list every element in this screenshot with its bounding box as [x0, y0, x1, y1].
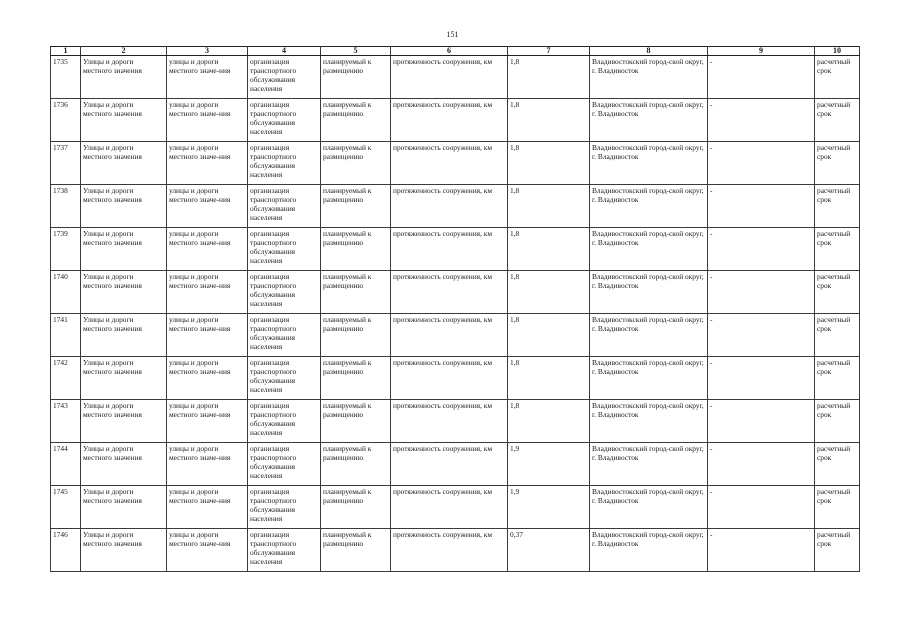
characteristic-cell: протяженность сооружения, км — [391, 486, 508, 529]
term-cell: расчетный срок — [815, 357, 860, 400]
subtype-cell: улицы и дороги местного значе-ния — [167, 443, 248, 486]
value-cell: 1,8 — [508, 142, 590, 185]
value-cell: 1,8 — [508, 357, 590, 400]
subtype-cell: улицы и дороги местного значе-ния — [167, 400, 248, 443]
status-cell: планируемый к размещению — [321, 56, 391, 99]
value-cell: 1,9 — [508, 486, 590, 529]
status-cell: планируемый к размещению — [321, 357, 391, 400]
table-row — [51, 529, 860, 572]
value-cell: 1,8 — [508, 228, 590, 271]
column-header: 6 — [391, 47, 508, 56]
table-row — [51, 185, 860, 228]
object-type-cell: Улицы и дороги местного значения — [81, 185, 167, 228]
location-cell: Владивостокский город-ской округ, г. Владивосток — [590, 142, 708, 185]
value-cell: 1,8 — [508, 314, 590, 357]
subtype-cell: улицы и дороги местного значе-ния — [167, 228, 248, 271]
location-cell: Владивостокский город-ской округ, г. Владивосток — [590, 400, 708, 443]
characteristic-cell: протяженность сооружения, км — [391, 529, 508, 572]
row-number-cell: 1745 — [51, 486, 81, 529]
column-header: 5 — [321, 47, 391, 56]
column-header: 7 — [508, 47, 590, 56]
purpose-cell: организация транспортного обслуживания населения — [248, 357, 321, 400]
row-number-cell: 1740 — [51, 271, 81, 314]
value-cell: 0,37 — [508, 529, 590, 572]
location-cell: Владивостокский город-ской округ, г. Владивосток — [590, 185, 708, 228]
subtype-cell: улицы и дороги местного значе-ния — [167, 486, 248, 529]
value-cell: 1,9 — [508, 443, 590, 486]
purpose-cell: организация транспортного обслуживания населения — [248, 185, 321, 228]
subtype-cell: улицы и дороги местного значе-ния — [167, 185, 248, 228]
row-number-cell: 1743 — [51, 400, 81, 443]
status-cell: планируемый к размещению — [321, 99, 391, 142]
row-number-cell: 1742 — [51, 357, 81, 400]
term-cell: расчетный срок — [815, 56, 860, 99]
zone-cell: - — [708, 357, 815, 400]
location-cell: Владивостокский город-ской округ, г. Владивосток — [590, 486, 708, 529]
characteristic-cell: протяженность сооружения, км — [391, 142, 508, 185]
purpose-cell: организация транспортного обслуживания населения — [248, 400, 321, 443]
location-cell: Владивостокский город-ской округ, г. Владивосток — [590, 314, 708, 357]
value-cell: 1,8 — [508, 271, 590, 314]
characteristic-cell: протяженность сооружения, км — [391, 443, 508, 486]
purpose-cell: организация транспортного обслуживания населения — [248, 443, 321, 486]
term-cell: расчетный срок — [815, 486, 860, 529]
status-cell: планируемый к размещению — [321, 185, 391, 228]
status-cell: планируемый к размещению — [321, 314, 391, 357]
subtype-cell: улицы и дороги местного значе-ния — [167, 56, 248, 99]
value-cell: 1,8 — [508, 56, 590, 99]
table-row — [51, 228, 860, 271]
location-cell: Владивостокский город-ской округ, г. Владивосток — [590, 56, 708, 99]
zone-cell: - — [708, 228, 815, 271]
object-type-cell: Улицы и дороги местного значения — [81, 357, 167, 400]
zone-cell: - — [708, 142, 815, 185]
term-cell: расчетный срок — [815, 314, 860, 357]
row-number-cell: 1735 — [51, 56, 81, 99]
row-number-cell: 1746 — [51, 529, 81, 572]
table-row — [51, 99, 860, 142]
characteristic-cell: протяженность сооружения, км — [391, 56, 508, 99]
characteristic-cell: протяженность сооружения, км — [391, 99, 508, 142]
table-row — [51, 314, 860, 357]
row-number-cell: 1738 — [51, 185, 81, 228]
column-header: 2 — [81, 47, 167, 56]
object-type-cell: Улицы и дороги местного значения — [81, 56, 167, 99]
characteristic-cell: протяженность сооружения, км — [391, 400, 508, 443]
status-cell: планируемый к размещению — [321, 142, 391, 185]
status-cell: планируемый к размещению — [321, 400, 391, 443]
column-header: 9 — [708, 47, 815, 56]
characteristic-cell: протяженность сооружения, км — [391, 185, 508, 228]
status-cell: планируемый к размещению — [321, 228, 391, 271]
zone-cell: - — [708, 56, 815, 99]
column-header: 10 — [815, 47, 860, 56]
term-cell: расчетный срок — [815, 529, 860, 572]
column-header: 3 — [167, 47, 248, 56]
term-cell: расчетный срок — [815, 400, 860, 443]
table-row — [51, 357, 860, 400]
purpose-cell: организация транспортного обслуживания населения — [248, 486, 321, 529]
table-row — [51, 142, 860, 185]
zone-cell: - — [708, 486, 815, 529]
table-body — [51, 56, 860, 572]
table-row — [51, 486, 860, 529]
purpose-cell: организация транспортного обслуживания населения — [248, 99, 321, 142]
object-type-cell: Улицы и дороги местного значения — [81, 314, 167, 357]
subtype-cell: улицы и дороги местного значе-ния — [167, 529, 248, 572]
object-type-cell: Улицы и дороги местного значения — [81, 142, 167, 185]
subtype-cell: улицы и дороги местного значе-ния — [167, 142, 248, 185]
header-row — [51, 47, 860, 56]
location-cell: Владивостокский город-ской округ, г. Владивосток — [590, 529, 708, 572]
table-row — [51, 271, 860, 314]
zone-cell: - — [708, 529, 815, 572]
location-cell: Владивостокский город-ской округ, г. Владивосток — [590, 228, 708, 271]
zone-cell: - — [708, 185, 815, 228]
location-cell: Владивостокский город-ской округ, г. Владивосток — [590, 357, 708, 400]
characteristic-cell: протяженность сооружения, км — [391, 228, 508, 271]
subtype-cell: улицы и дороги местного значе-ния — [167, 271, 248, 314]
row-number-cell: 1741 — [51, 314, 81, 357]
characteristic-cell: протяженность сооружения, км — [391, 357, 508, 400]
row-number-cell: 1737 — [51, 142, 81, 185]
term-cell: расчетный срок — [815, 142, 860, 185]
purpose-cell: организация транспортного обслуживания населения — [248, 228, 321, 271]
table-row — [51, 400, 860, 443]
objects-table — [50, 46, 860, 572]
zone-cell: - — [708, 314, 815, 357]
term-cell: расчетный срок — [815, 271, 860, 314]
zone-cell: - — [708, 99, 815, 142]
purpose-cell: организация транспортного обслуживания населения — [248, 271, 321, 314]
object-type-cell: Улицы и дороги местного значения — [81, 486, 167, 529]
object-type-cell: Улицы и дороги местного значения — [81, 271, 167, 314]
status-cell: планируемый к размещению — [321, 271, 391, 314]
zone-cell: - — [708, 271, 815, 314]
term-cell: расчетный срок — [815, 443, 860, 486]
column-header: 1 — [51, 47, 81, 56]
location-cell: Владивостокский город-ской округ, г. Владивосток — [590, 271, 708, 314]
term-cell: расчетный срок — [815, 185, 860, 228]
subtype-cell: улицы и дороги местного значе-ния — [167, 99, 248, 142]
value-cell: 1,8 — [508, 99, 590, 142]
purpose-cell: организация транспортного обслуживания населения — [248, 314, 321, 357]
object-type-cell: Улицы и дороги местного значения — [81, 443, 167, 486]
zone-cell: - — [708, 400, 815, 443]
zone-cell: - — [708, 443, 815, 486]
row-number-cell: 1739 — [51, 228, 81, 271]
object-type-cell: Улицы и дороги местного значения — [81, 400, 167, 443]
status-cell: планируемый к размещению — [321, 529, 391, 572]
column-header: 4 — [248, 47, 321, 56]
object-type-cell: Улицы и дороги местного значения — [81, 99, 167, 142]
purpose-cell: организация транспортного обслуживания населения — [248, 56, 321, 99]
status-cell: планируемый к размещению — [321, 486, 391, 529]
term-cell: расчетный срок — [815, 99, 860, 142]
status-cell: планируемый к размещению — [321, 443, 391, 486]
table-header — [51, 47, 860, 56]
value-cell: 1,8 — [508, 400, 590, 443]
purpose-cell: организация транспортного обслуживания населения — [248, 529, 321, 572]
page-number: 151 — [446, 30, 459, 39]
term-cell: расчетный срок — [815, 228, 860, 271]
subtype-cell: улицы и дороги местного значе-ния — [167, 357, 248, 400]
characteristic-cell: протяженность сооружения, км — [391, 314, 508, 357]
purpose-cell: организация транспортного обслуживания населения — [248, 142, 321, 185]
location-cell: Владивостокский город-ской округ, г. Владивосток — [590, 443, 708, 486]
object-type-cell: Улицы и дороги местного значения — [81, 228, 167, 271]
row-number-cell: 1736 — [51, 99, 81, 142]
object-type-cell: Улицы и дороги местного значения — [81, 529, 167, 572]
column-header: 8 — [590, 47, 708, 56]
subtype-cell: улицы и дороги местного значе-ния — [167, 314, 248, 357]
characteristic-cell: протяженность сооружения, км — [391, 271, 508, 314]
row-number-cell: 1744 — [51, 443, 81, 486]
table-row — [51, 56, 860, 99]
table-row — [51, 443, 860, 486]
value-cell: 1,8 — [508, 185, 590, 228]
location-cell: Владивостокский город-ской округ, г. Владивосток — [590, 99, 708, 142]
